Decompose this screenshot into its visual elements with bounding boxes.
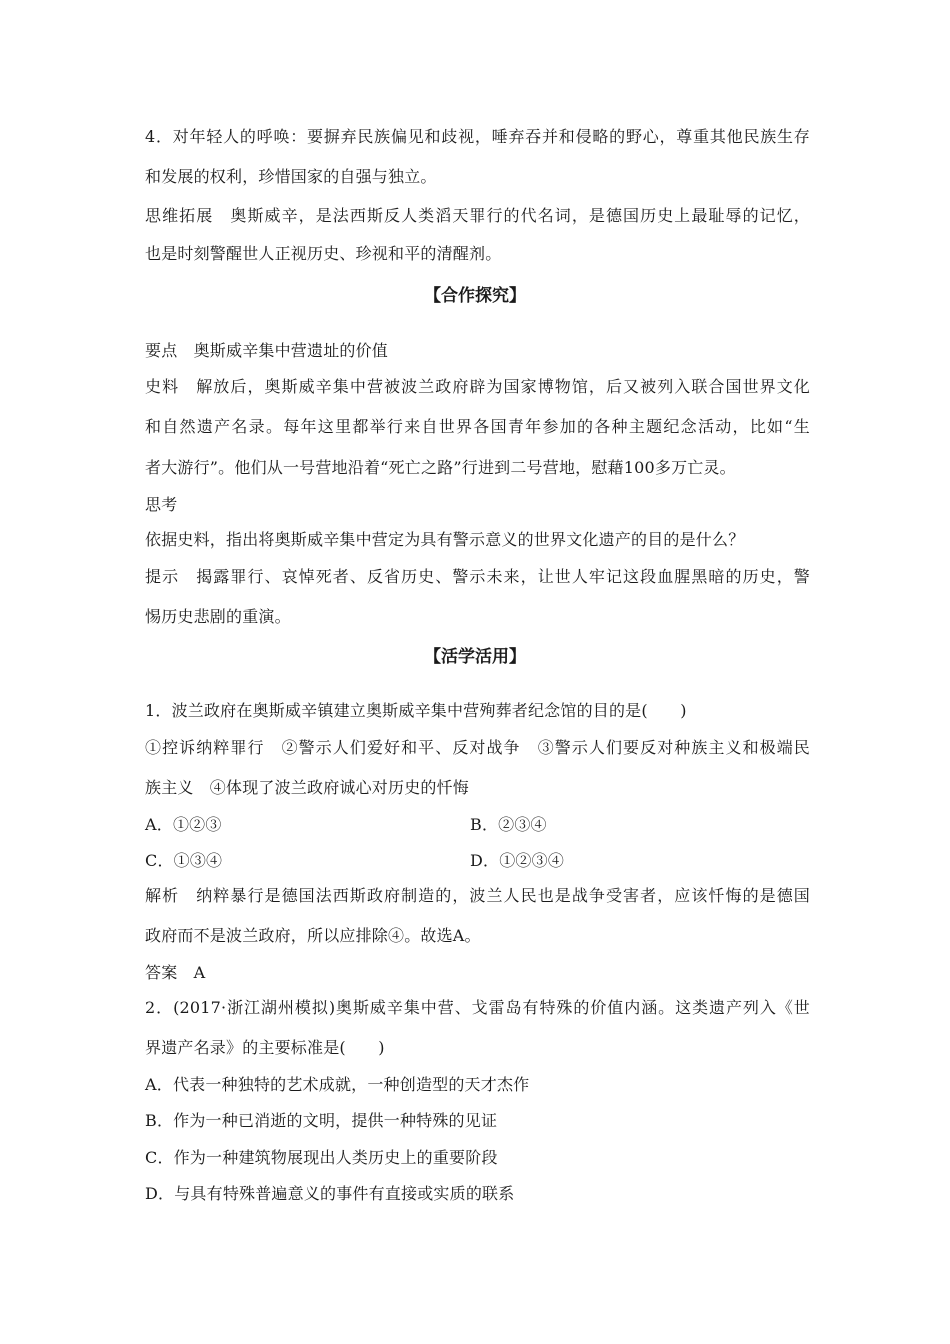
paragraph-line: 者大游行”。他们从一号营地沿着“死亡之路”行进到二号营地，慰藉100多万亡灵。	[145, 458, 736, 477]
paragraph-line: 和自然遗产名录。每年这里都举行来自世界各国青年参加的各种主题纪念活动，比如“生	[145, 417, 810, 436]
question-stem: 1．波兰政府在奥斯威辛镇建立奥斯威辛集中营殉葬者纪念馆的目的是( )	[145, 701, 687, 720]
hint-line: 惕历史悲剧的重演。	[145, 607, 291, 626]
question-stem: 界遗产名录》的主要标准是( )	[145, 1038, 385, 1057]
question-items: ①控诉纳粹罪行 ②警示人们爱好和平、反对战争 ③警示人们要反对种族主义和极端民	[145, 738, 810, 757]
paragraph-line: 4．对年轻人的呼唤：要摒弃民族偏见和歧视，唾弃吞并和侵略的野心，尊重其他民族生存	[145, 127, 810, 146]
analysis-line: 政府而不是波兰政府，所以应排除④。故选A。	[145, 926, 481, 945]
option-d: D．与具有特殊普遍意义的事件有直接或实质的联系	[145, 1184, 515, 1203]
question-stem: 2．(2017·浙江湖州模拟)奥斯威辛集中营、戈雷岛有特殊的价值内涵。这类遗产列入《世	[145, 998, 810, 1017]
hint-line: 提示 揭露罪行、哀悼死者、反省历史、警示未来，让世人牢记这段血腥黑暗的历史，警	[145, 567, 810, 586]
question-items: 族主义 ④体现了波兰政府诚心对历史的忏悔	[145, 778, 470, 797]
option-a: A．①②③	[145, 815, 222, 834]
option-c: C．作为一种建筑物展现出人类历史上的重要阶段	[145, 1148, 498, 1167]
paragraph-line: 和发展的权利，珍惜国家的自强与独立。	[145, 167, 437, 186]
paragraph-line: 史料 解放后，奥斯威辛集中营被波兰政府辟为国家博物馆，后又被列入联合国世界文化	[145, 377, 810, 396]
paragraph-line: 也是时刻警醒世人正视历史、珍视和平的清醒剂。	[145, 244, 502, 263]
key-point: 要点 奥斯威辛集中营遗址的价值	[145, 341, 389, 360]
section-heading-cooperate: 【合作探究】	[424, 286, 526, 306]
paragraph-line: 思维拓展 奥斯威辛，是法西斯反人类滔天罪行的代名词，是德国历史上最耻辱的记忆，	[145, 206, 810, 225]
section-heading-practice: 【活学活用】	[424, 647, 526, 667]
option-b: B．作为一种已消逝的文明，提供一种特殊的见证	[145, 1111, 498, 1130]
think-label: 思考	[145, 495, 178, 514]
answer-line: 答案 A	[145, 963, 206, 982]
question-line: 依据史料，指出将奥斯威辛集中营定为具有警示意义的世界文化遗产的目的是什么？	[145, 530, 745, 549]
option-a: A．代表一种独特的艺术成就，一种创造型的天才杰作	[145, 1075, 530, 1094]
option-d: D．①②③④	[470, 851, 565, 870]
option-c: C．①③④	[145, 851, 223, 870]
option-b: B．②③④	[470, 815, 547, 834]
analysis-line: 解析 纳粹暴行是德国法西斯政府制造的，波兰人民也是战争受害者，应该忏悔的是德国	[145, 886, 810, 905]
